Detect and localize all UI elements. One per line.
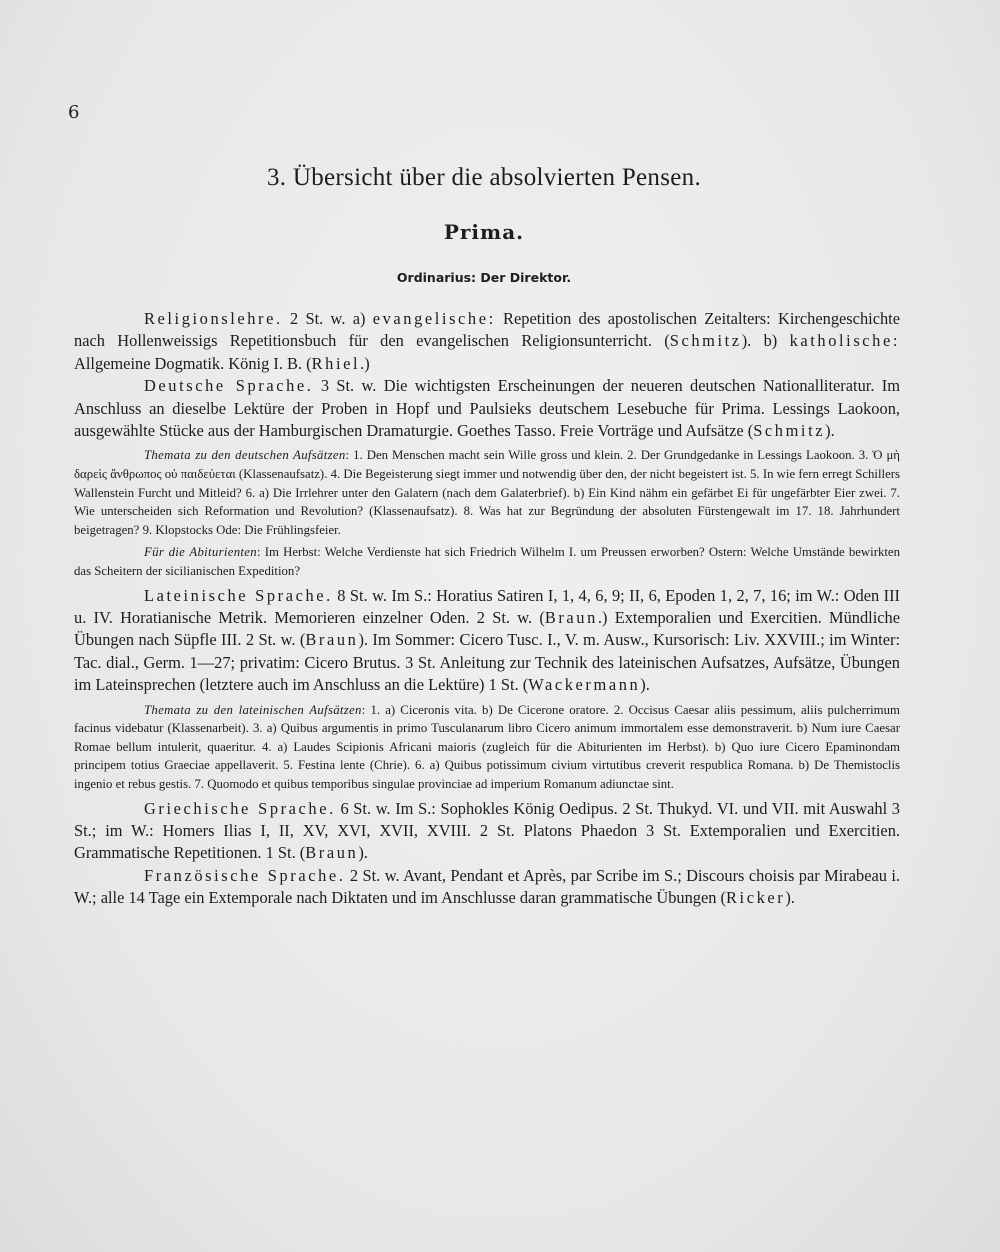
teacher-name: Schmitz	[669, 331, 742, 351]
subject-latein: Lateinische Sprache.	[144, 585, 333, 605]
teacher-name: Schmitz	[753, 421, 826, 441]
teacher-name: Wackermann	[528, 675, 641, 695]
latein-paragraph: Lateinische Sprache. 8 St. w. Im S.: Horatius Satiren I, 1, 4, 6, 9; II, 6, Epoden 1, 2, 7, 16; im W.: Oden III u. IV. Horatianische Metrik. Memorieren einzelner Oden. 2 St. w. (Braun.) Extemporalien und Exercitien. Mündliche Übungen nach Süpfle III. 2 St. w. (Braun). Im Sommer: Cicero Tusc. I., V. m. Ausw., Kursorisch: Liv. XXVIII.; im Winter: Tac. dial., Germ. 1—27; privatim: Cicero Brutus. 3 St. Anleitung zur Technik des lateinischen Aufsatzes, Aufsätze, Übungen im Lateinsprechen (letztere auch im Anschluss an die Lektüre) 1 St. (Wackermann).	[74, 585, 901, 695]
griechisch-paragraph: Griechische Sprache. 6 St. w. Im S.: Sophokles König Oedipus. 2 St. Thukyd. VI. und VII. mit Auswahl 3 St.; im W.: Homers Ilias I, II, XV, XVI, XVII, XVIII. 2 St. Platons Phaedon 3 St. Extemporalien und Exercitien. Grammatische Repetitionen. 1 St. (Braun).	[74, 798, 900, 863]
latein-themata: Themata zu den lateinischen Aufsätzen: 1. a) Ciceronis vita. b) De Cicerone oratore. 2. Occisus Caesar aliis pessimum, aliis pulcherrimum facinus videbatur (Klassenarbeit). 3. a) Quibus argumentis in primo Tusculanarum libro Cicero animum immortalem esse demonstraverit. b) Num iure Caesar Romae bellum intulerit, quaeritur. 4. a) Laudes Scipionis Africani maioris (zugleich für die Abiturienten im Herbst). b) Quo iure Cicero Epaminondam principem totius Graeciae appellaverit. 5. Festina lente (Chrie). 6. a) Quibus potissimum civium virtutibus creverit respublica Romana. b) De Themistoclis ingenio et rebus gestis. 7. Quomodo et quibus temporibus singulae provinciae ad imperium Romanum adiunctae sint.	[74, 702, 900, 791]
deutsch-themata: Themata zu den deutschen Aufsätzen: 1. Den Menschen macht sein Wille gross und klein. 2. Der Grundgedanke in Lessings Laokoon. 3. Ὁ μὴ δαρεὶς ἄνθρωπος οὐ παιδεύεται (Klassenaufsatz). 4. Die Begeisterung siegt immer und notwendig über den, der nicht begeistert ist. 5. In wie fern erregt Schillers Wallenstein Furcht und Mitleid? 6. a) Die Irrlehrer unter den Galatern (nach dem Galaterbrief). b) Ein Kind nähm ein gefärbet Ei für ungefärbter Eier zwei. 7. Wie unterscheiden sich Reformation und Revolution? (Klassenaufsatz). 8. Was hat zur Begründung der absoluten Fürstengewalt im 17. 18. Jahrhundert beigetragen? 9. Klopstocks Ode: Die Frühlingsfeier.	[74, 448, 900, 537]
deutsch-paragraph: Deutsche Sprache. 3 St. w. Die wichtigsten Erscheinungen der neueren deutschen Nationalliteratur. Im Anschluss an dieselbe Lektüre der Proben in Hopf und Paulsieks deutschem Lesebuche für Prima. Lessings Laokoon, ausgewählte Stücke aus der Hamburgischen Dramaturgie. Goethes Tasso. Freie Vorträge und Aufsätze (Schmitz).	[74, 376, 901, 441]
deutsch-abiturienten: Für die Abiturienten: Im Herbst: Welche Verdienste hat sich Friedrich Wilhelm I. um Preussen erworben? Ostern: Welche Umstände bewirkten das Scheitern der sicilianischen Expedition?	[74, 545, 901, 578]
teacher-name: Ricker	[726, 888, 786, 908]
franzoesisch-paragraph: Französische Sprache. 2 St. w. Avant, Pendant et Après, par Scribe im S.; Discours choisis par Mirabeau i. W.; alle 14 Tage ein Extemporale nach Diktaten und im Anschlusse daran grammatische Übungen (Ricker).	[74, 865, 901, 908]
body-text	[74, 308, 900, 910]
subject-religion: Religionslehre.	[144, 309, 283, 328]
teacher-name: Braun	[544, 608, 598, 627]
religion-paragraph: Religionslehre. 2 St. w. a) evangelische: Repetition des apostolischen Zeitalters: Kirchengeschichte nach Hollenweissigs Repetitionsbuch für den evangelischen Religionsunterricht. (Schmitz). b) katholische: Allgemeine Dogmatik. König I. B. (Rhiel.)	[74, 309, 900, 373]
section-heading: 3. Übersicht über die absolvierten Pensen.	[266, 164, 701, 191]
teacher-name: Braun	[305, 630, 359, 650]
page-number: 6	[68, 102, 80, 123]
teacher-name: Braun	[305, 843, 359, 863]
subject-franzoesisch: Französische Sprache.	[144, 865, 346, 885]
class-heading: Prima.	[443, 220, 525, 244]
ordinarius-line: Ordinarius: Der Direktor.	[396, 270, 572, 285]
teacher-name: Rhiel	[311, 353, 361, 373]
subject-griechisch: Griechische Sprache.	[144, 798, 336, 818]
subject-deutsch: Deutsche Sprache.	[144, 376, 314, 396]
